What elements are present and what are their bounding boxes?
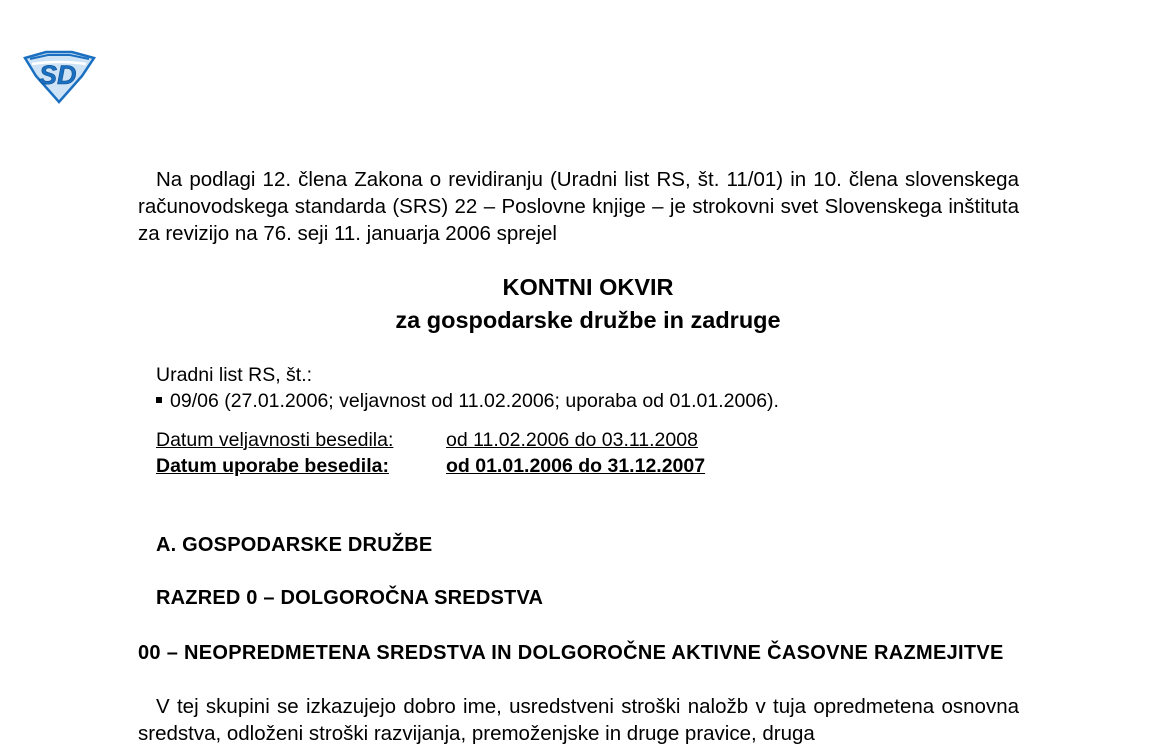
class-0-heading: RAZRED 0 – DOLGOROČNA SREDSTVA (156, 587, 544, 609)
bullet-icon (156, 397, 162, 403)
gazette-label: Uradni list RS, št.: (156, 364, 313, 386)
document-subtitle: za gospodarske družbe in zadruge (395, 307, 781, 333)
validity-value: od 11.02.2006 do 03.11.2008 (446, 429, 698, 451)
validity-label: Datum veljavnosti besedila: (156, 429, 394, 451)
usage-row (156, 453, 389, 479)
validity-row (156, 427, 393, 453)
gazette-item-text: 09/06 (27.01.2006; veljavnost od 11.02.2006; uporaba od 01.01.2006). (170, 390, 779, 412)
gazette-item (156, 388, 779, 414)
usage-label: Datum uporabe besedila: (156, 455, 389, 477)
document-title: KONTNI OKVIR (502, 274, 674, 300)
group-00-heading: 00 – NEOPREDMETENA SREDSTVA IN DOLGOROČNE AKTIVNE ČASOVNE RAZMEJITVE (138, 642, 1004, 664)
sd-shield-logo-icon (22, 50, 96, 104)
section-a-heading: A. GOSPODARSKE DRUŽBE (156, 534, 433, 556)
intro-paragraph: Na podlagi 12. člena Zakona o revidiranju (Uradni list RS, št. 11/01) in 10. člena slovenskega računovodskega standarda (SRS) 22 – Poslovne knjige – je strokovni svet Slovenskega inštituta za revizijo na 76. seji 11. januarja 2006 sprejel (138, 168, 1019, 245)
group-00-text: V tej skupini se izkazujejo dobro ime, usredstveni stroški naložb v tuja opredmetena osnovna sredstva, odloženi stroški razvijanja, premoženjske in druge pravice, druga (138, 695, 1019, 745)
svg-text:SD: SD (39, 60, 77, 90)
usage-value: od 01.01.2006 do 31.12.2007 (446, 455, 706, 477)
